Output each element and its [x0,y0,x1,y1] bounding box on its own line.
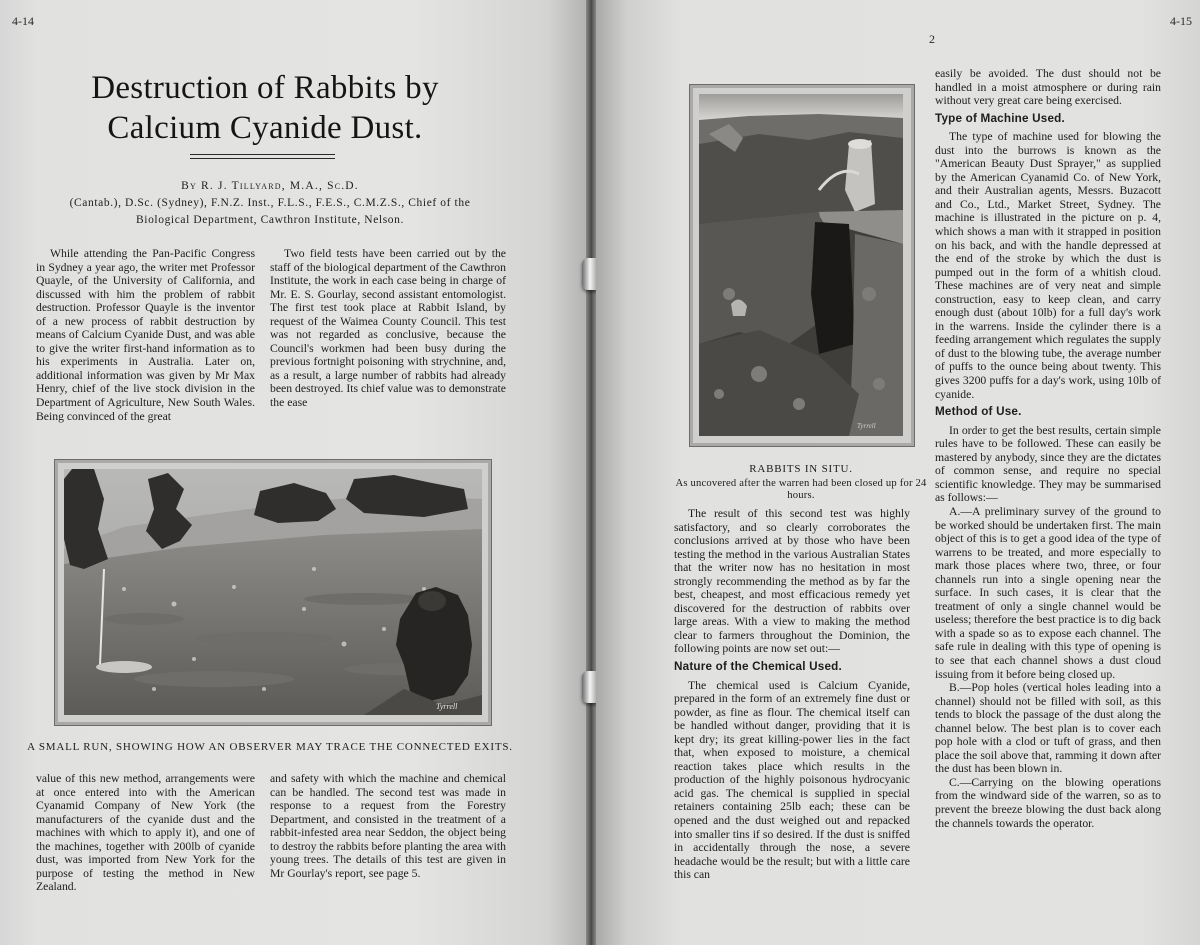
right-folio: 4-15 [1170,14,1192,28]
paragraph-chemical: The chemical used is Calcium Cyanide, prepared in the form of an extremely fine dust or powder, as fine as flour. The chemical itself can be handled without danger, providing that it is kept dry; its great killing-power lies in the fact that, when exposed to moisture, a chemical reaction takes place which results in the production of the highly poisonous hydrocyanic acid gas. The chemical is supplied in special retainers containing 25lb each; these can be opened and the dust weighed out and repacked into smaller tins if so desired. If the dust is sniffed in accidentally through the nose, a severe headache would be the result; but with a little care this can [674,678,910,882]
paragraph-rule-b: B.—Pop holes (vertical holes leading into a channel) should not be filled with soil, as this tends to block the passage of the dust along the channel below. The best plan is to cover each pop hole with a clod or tuft of grass, and then place the soil above that, ramming it down after the dust has been blown in. [935,681,1161,776]
paragraph-method: In order to get the best results, certain simple rules have to be followed. These can easily be mastered by anybody, since they are the dictates of common sense, and require no special scientific knowledge. They may be summarised as follows:— [935,423,1161,505]
photo-rabbits-frame [689,84,915,447]
left-col2-top [270,247,506,410]
photo-subcaption-right: As uncovered after the warren had been closed up for 24 hours. [675,478,927,501]
photo-signature-right: Tyrrell [857,422,876,430]
heading-machine: Type of Machine Used. [935,111,1065,125]
byline-author: By R. J. Tillyard, M.A., Sc.D. [181,180,359,192]
byline-degrees: (Cantab.), D.Sc. (Sydney), F.N.Z. Inst., F.L.S., F.E.S., C.M.Z.S., Chief of the [69,197,471,209]
title-rule-2 [190,158,335,159]
title-line-1: Destruction of Rabbits by [91,70,439,106]
left-col1-bottom [36,772,255,894]
paragraph-rule-c: C.—Carrying on the blowing operations from the windward side of the warren, so as to prevent the breeze blowing the dust back along the channels towards the operator. [935,775,1161,830]
left-folio: 4-14 [12,14,34,28]
right-page [596,0,1200,945]
paragraph-intro: While attending the Pan-Pacific Congress in Sydney a year ago, the writer met Professor Quayle, of the University of California, and discussed with him the problem of rabbit destruction. Professor Quayle is the inventor of a new process of rabbit destruction by means of Calcium Cyanide Dust, and was able to give the writer first-hand information as to his experiments in Australia. Later on, additional information was given by Mr Max Henry, chief of the live stock division in the Department of Agriculture, New South Wales. Being convinced of the great [36,247,255,423]
title-line-2: Calcium Cyanide Dust. [107,110,423,146]
byline-affiliation: Biological Department, Cawthron Institute, Nelson. [136,214,404,226]
left-page [0,0,588,945]
paragraph-result: The result of this second test was highly satisfactory, and so clearly corroborates the conclusions arrived at by those who have been testing the method in the various Australian States that the writer now has no hesitation in most strongly recommending the method as by far the best, cheapest, and most efficacious remedy yet discovered for the destruction of rabbits over large areas. With a view to making the method clear to farmers throughout the Dominion, the following points are now set out:— [674,507,910,656]
photo-rabbits-in-situ [699,94,903,436]
paragraph-avoided: easily be avoided. The dust should not be handled in a moist atmosphere or during rain without very great care being exercised. [935,67,1161,108]
paragraph-rule-a: A.—A preliminary survey of the ground to be worked should be undertaken first. The main object of this is to get a good idea of the type of warrens to be treated, and more especially to mark those places where two, three, or four channels run into a single opening near the surface. In such cases, it is clear that the treatment of only a single channel would be useless; therefore the best practice is to dig back with a spade so as to expose each channel. The safe rule in dealing with this type of opening is to see that each channel shows a dust cloud issuing from it before being closed up. [935,504,1161,681]
left-col2-bottom [270,772,506,880]
article-title [40,68,490,148]
photo-small-run-frame [54,459,492,726]
heading-chemical: Nature of the Chemical Used. [674,660,842,674]
right-col-left [674,507,910,882]
heading-method: Method of Use. [935,405,1022,419]
paragraph-machine: The type of machine used for blowing the dust into the burrows is known as the "American Beauty Dust Sprayer," as supplied by the American Cyanamid Co. of New York, and their Australian agents, Messrs. Buzacott and Co., Ltd., Market Street, Sydney. The machine is illustrated in the picture on p. 4, which shows a man with it strapped in position on his back, and with the handle depressed at the end of the stroke by which the dust is pumped out in the form of a whitish cloud. These machines are of very neat and simple construction, easy to keep clean, and carry enough dust (about 10lb) for a full day's work in the warrens. Inside the cylinder there is a feeding arrangement which regulates the supply of dust to the blowing tube, the average number of puffs to the ounce being about twenty. This gives 3200 puffs for a day's work, using 10lb of cyanide. [935,130,1161,401]
photo-small-run [64,469,482,715]
photo-signature: Tyrrell [436,702,458,711]
byline [20,178,520,229]
photo-caption-right: RABBITS IN SITU. [749,463,853,475]
photo-caption: A SMALL RUN, SHOWING HOW AN OBSERVER MAY TRACE THE CONNECTED EXITS. [27,741,513,753]
title-rule-1 [190,154,335,155]
paragraph-safety: and safety with which the machine and chemical can be handled. The second test was made in response to a request from the Forestry Department, and consisted in the treatment of a rabbit-infested area near Seddon, the object being to destroy the rabbits before planting the area with young trees. The details of this test are given in Mr Gourlay's report, see page 5. [270,772,506,880]
right-col-right [935,67,1161,830]
paragraph-arrangements: value of this new method, arrangements were at once entered into with the American Cyanamid Company of New York (the manufacturers of the cyanide dust and the machines with which to apply it), and one of the machines, together with 200lb of cyanide dust, was imported from New York for the purpose of testing the method in New Zealand. [36,772,255,894]
left-col1-top [36,247,255,423]
page-number: 2 [929,32,935,46]
paragraph-field-tests: Two field tests have been carried out by the staff of the biological department of the Cawthron Institute, the work in each case being in charge of Mr. E. S. Gourlay, second assistant entomologist. The first test took place at Rabbit Island, by request of the Waimea County Council. This test was not regarded as conclusive, because the Council's workmen had been busy during the previous fortnight poisoning with strychnine, and, as a result, a large number of rabbits had already been destroyed. Its chief value was to demonstrate the ease [270,247,506,410]
